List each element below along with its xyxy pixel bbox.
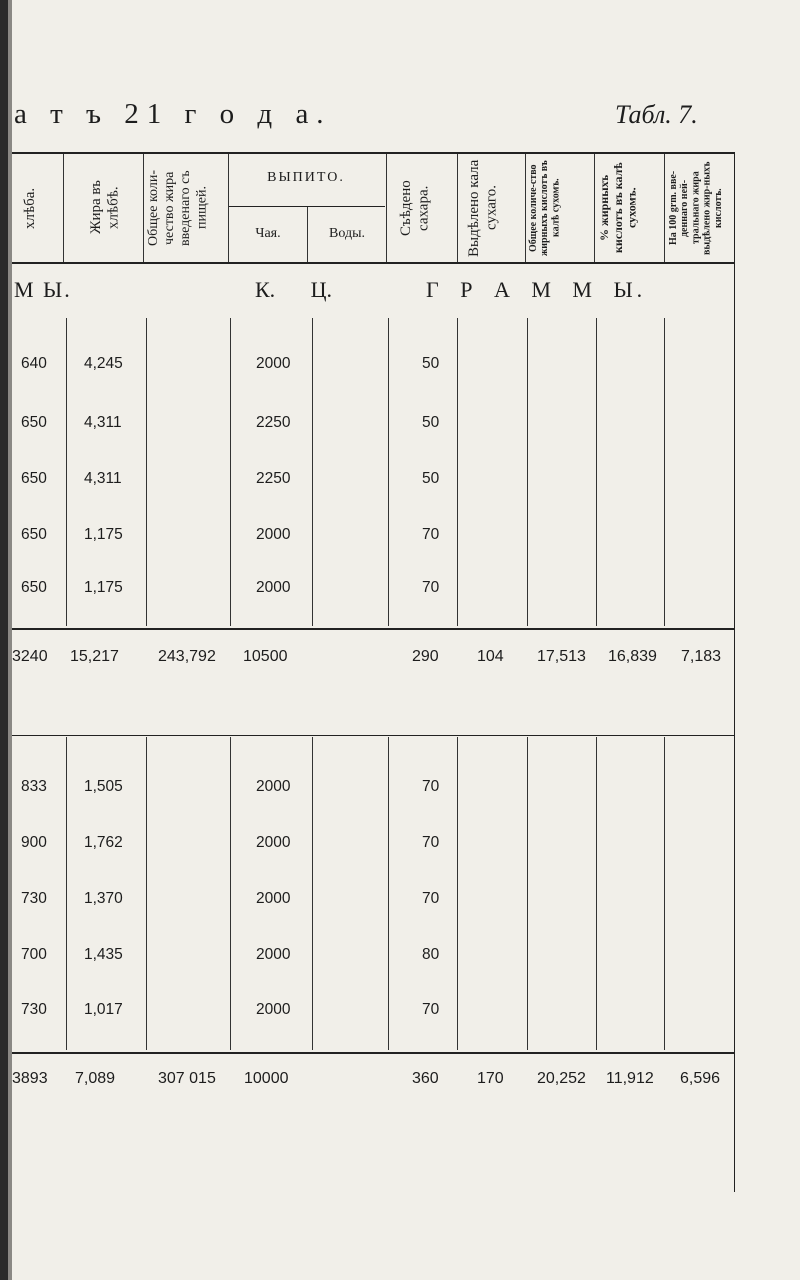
body-divider — [146, 318, 147, 626]
table-cell: 50 — [422, 470, 440, 487]
total-cell: 3893 — [12, 1070, 48, 1087]
col-header-drunk: ВЫПИТО. — [267, 170, 345, 185]
table-cell: 2000 — [256, 1001, 291, 1018]
table-cell: 700 — [21, 946, 47, 963]
table-number: Табл. 7. — [615, 100, 698, 129]
total-cell: 243,792 — [158, 648, 216, 665]
table-cell: 640 — [21, 355, 47, 372]
table-cell: 2250 — [256, 470, 291, 487]
hdr-divider — [143, 154, 144, 262]
table-cell: 1,017 — [84, 1001, 123, 1018]
body-divider — [457, 318, 458, 626]
table-cell: 4,311 — [84, 470, 122, 487]
table-right-rule — [734, 152, 735, 1192]
table-cell: 50 — [422, 355, 440, 372]
body-divider — [457, 737, 458, 1050]
table-cell: 70 — [422, 778, 440, 795]
table-cell: 2250 — [256, 414, 291, 431]
total-cell: 290 — [412, 648, 439, 665]
col-header-total-fat — [146, 158, 224, 258]
body-divider — [596, 737, 597, 1050]
table-cell: 1,175 — [84, 579, 123, 596]
total-cell: 307 015 — [158, 1070, 216, 1087]
table-cell: 2000 — [256, 834, 291, 851]
col-header-water: Воды. — [329, 226, 365, 241]
table-cell: 50 — [422, 414, 440, 431]
hdr-divider — [594, 154, 595, 262]
table-cell: 70 — [422, 834, 440, 851]
hdr-divider — [386, 154, 387, 262]
hdr-divider — [307, 207, 308, 262]
table-cell: 650 — [21, 526, 47, 543]
table-cell: 833 — [21, 778, 47, 795]
col-header-fat-in-bread — [88, 160, 120, 255]
table-cell: 70 — [422, 890, 440, 907]
table-cell: 4,311 — [84, 414, 122, 431]
group1-total-rule — [12, 628, 735, 630]
col-header-bread: хлѣба. — [22, 187, 38, 230]
total-cell: 10500 — [243, 648, 288, 665]
col-header-fatty-acids-total-text: Общее количе-ство жирныхъ кислотъ въ калѣ сухомъ. — [528, 160, 562, 256]
table-cell: 70 — [422, 526, 440, 543]
table-cell: 80 — [422, 946, 440, 963]
total-cell: 7,089 — [75, 1070, 116, 1087]
body-divider — [66, 737, 67, 1050]
hdr-divider — [63, 154, 64, 262]
group2-top-rule — [12, 735, 735, 736]
unit-label-grams-right: Г Р А М М Ы. — [426, 277, 647, 302]
unit-label-grams-left: М Ы. — [14, 277, 72, 302]
page-gutter-shadow — [0, 0, 8, 1280]
total-cell: 170 — [477, 1070, 504, 1087]
hdr-divider — [525, 154, 526, 262]
table-cell: 2000 — [256, 946, 291, 963]
page-heading: а т ъ 21 г о д а. — [14, 98, 332, 130]
body-divider — [230, 318, 231, 626]
header-bottom-rule — [12, 262, 735, 264]
col-header-fatty-acids-total — [528, 158, 590, 258]
body-divider — [527, 737, 528, 1050]
body-divider — [312, 318, 313, 626]
table-cell: 1,175 — [84, 526, 123, 543]
body-divider — [230, 737, 231, 1050]
hdr-divider — [228, 154, 229, 262]
hdr-divider — [664, 154, 665, 262]
total-cell: 104 — [477, 648, 504, 665]
table-cell: 2000 — [256, 355, 291, 372]
table-cell: 650 — [21, 579, 47, 596]
col-header-dry-feces — [466, 158, 516, 258]
body-divider — [312, 737, 313, 1050]
col-header-per-100-text: На 100 grm. вве-деннаго ней-тральнаго жира выдѣлено жир-ныхъ кислотъ. — [668, 161, 724, 255]
table-cell: 650 — [21, 470, 47, 487]
total-cell: 16,839 — [608, 648, 657, 665]
unit-label-cc: К. Ц. — [255, 277, 333, 302]
body-divider — [146, 737, 147, 1050]
total-cell: 10000 — [244, 1070, 289, 1087]
body-divider — [664, 318, 665, 626]
table-cell: 2000 — [256, 778, 291, 795]
table-cell: 1,505 — [84, 778, 123, 795]
header-top-rule — [12, 152, 735, 154]
group2-total-rule — [12, 1052, 735, 1054]
table-cell: 1,762 — [84, 834, 123, 851]
table-cell: 70 — [422, 1001, 440, 1018]
col-header-fat-in-bread-text: Жира въ хлѣбѣ. — [88, 180, 122, 235]
col-header-fatty-acids-pct-text: % жирныхъ кислотъ въ калѣ сухомъ. — [597, 162, 639, 254]
table-cell: 1,370 — [84, 890, 123, 907]
table-cell: 730 — [21, 890, 47, 907]
table-cell: 2000 — [256, 526, 291, 543]
total-cell: 3240 — [12, 648, 48, 665]
col-header-dry-feces-text: Выдѣлено кала сухаго. — [466, 159, 500, 257]
col-header-tea: Чая. — [255, 226, 281, 241]
hdr-divider — [457, 154, 458, 262]
total-cell: 17,513 — [537, 648, 586, 665]
total-cell: 20,252 — [537, 1070, 586, 1087]
col-header-total-fat-text: Общее коли-чество жира введенаго съ пищей. — [146, 170, 210, 246]
body-divider — [388, 737, 389, 1050]
table-cell: 900 — [21, 834, 47, 851]
table-cell: 2000 — [256, 890, 291, 907]
total-cell: 15,217 — [70, 648, 119, 665]
body-divider — [596, 318, 597, 626]
body-divider — [388, 318, 389, 626]
body-divider — [664, 737, 665, 1050]
body-divider — [66, 318, 67, 626]
table-cell: 4,245 — [84, 355, 123, 372]
body-divider — [527, 318, 528, 626]
page-gutter-edge — [8, 0, 12, 1280]
col-header-sugar — [398, 160, 446, 256]
total-cell: 6,596 — [680, 1070, 721, 1087]
table-cell: 650 — [21, 414, 47, 431]
table-cell: 730 — [21, 1001, 47, 1018]
table-cell: 2000 — [256, 579, 291, 596]
col-header-fatty-acids-pct — [598, 158, 660, 258]
total-cell: 7,183 — [681, 648, 722, 665]
col-header-sugar-text: Съѣдено сахара. — [398, 180, 432, 236]
table-cell: 1,435 — [84, 946, 123, 963]
table-cell: 70 — [422, 579, 440, 596]
total-cell: 11,912 — [606, 1070, 654, 1087]
col-header-per-100 — [668, 158, 732, 258]
total-cell: 360 — [412, 1070, 439, 1087]
